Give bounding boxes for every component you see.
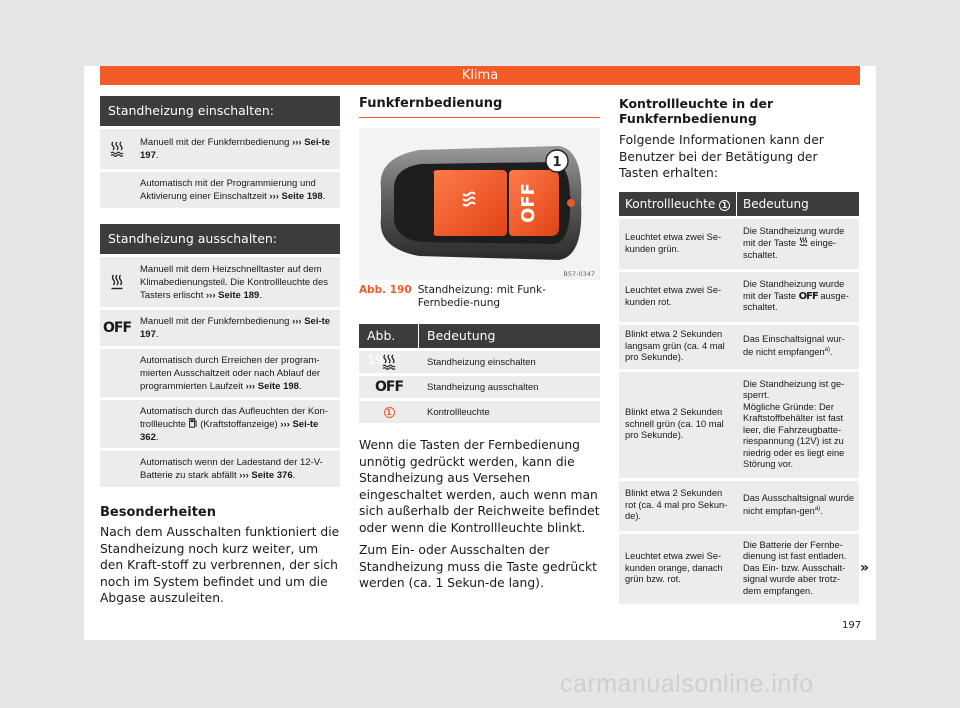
- row-text: Automatisch mit der Programmierung und Aktivierung einer Einschaltzeit ››› Seite 198.: [140, 178, 326, 202]
- remote-control-illustration: [359, 128, 600, 280]
- heater-icon: [359, 354, 419, 370]
- continue-mark: »: [860, 560, 870, 576]
- section-heading: Kontrollleuchte in der Funkfernbedienung: [619, 96, 774, 126]
- table-row: OFF Standheizung ausschalten: [359, 376, 600, 398]
- remote-legend-table: [359, 324, 600, 423]
- off-icon: OFF: [374, 379, 404, 395]
- table-row: [100, 172, 340, 208]
- off-icon: OFF: [798, 290, 818, 302]
- figure-label: Abb. 190: [359, 284, 412, 296]
- watermark: carmanualsonline.info: [560, 670, 814, 698]
- page-ref-link[interactable]: ››› Seite 189: [206, 289, 260, 301]
- table-header: Kontrollleuchte 1 Bedeutung: [619, 192, 859, 216]
- fuel-icon: [189, 419, 198, 430]
- intro-text: Folgende Informationen kann der Benutzer bei der Betätigung der Tasten erhalten:: [619, 133, 824, 180]
- row-text: Automatisch wenn der Ladestand der 12-V-Batterie zu stark abfällt ››› Seite 376.: [140, 457, 323, 481]
- row-text: Automatisch durch Erreichen der program-mierten Ausschaltzeit oder nach Ablauf der programmierten Laufzeit ››› Seite 198.: [140, 354, 321, 392]
- table-row: Leuchtet etwa zwei Se-kunden rot. Die Standheizung wurde mit der Taste OFF ausge-schaltet.: [619, 272, 859, 322]
- page-ref-link[interactable]: ››› Sei-te 197: [140, 316, 331, 340]
- footnote-ref: a): [824, 347, 831, 354]
- middle-column: [359, 96, 600, 592]
- body-paragraph: Zum Ein- oder Ausschalten der Standheizung muss die Taste gedrückt werden (ca. 1 Sekun-de lang).: [359, 543, 597, 590]
- heater-icon: [799, 238, 808, 248]
- off-button-label: OFF: [518, 183, 539, 223]
- section-heading: Funkfernbedienung: [359, 96, 600, 118]
- table-row: Blinkt etwa 2 Sekunden langsam grün (ca. 4 mal pro Sekunde). Das Einschaltsignal wur-de nicht empfangen$^{a)}$.: [619, 325, 859, 369]
- callout-1-icon: 1: [359, 407, 419, 418]
- table-row: Leuchtet etwa zwei Se-kunden orange, danach grün bzw. rot. Die Batterie der Fernbe-dienung ist fast entladen. Das Ein- bzw. Ausschalt-signal wurde aber trotz-dem empfangen.: [619, 534, 859, 604]
- table-row: [100, 349, 340, 397]
- row-text: Automatisch durch das Aufleuchten der Kon-trollleuchte (Kraftstoffanzeige) ››› Sei-te 362.: [140, 405, 329, 443]
- table-heading-off: Standheizung ausschalten:: [100, 224, 340, 254]
- footnote-ref: a): [814, 506, 821, 513]
- notes-text: Nach dem Ausschalten funktioniert die Standheizung noch kurz weiter, um den Kraft-stoff zu verbrennen, der sich noch im System befindet und um die Abgase auszuleiten.: [100, 525, 340, 605]
- table-row: [100, 129, 340, 169]
- heater-button-icon: [100, 274, 134, 290]
- table-row: Blinkt etwa 2 Sekunden schnell grün (ca. 10 mal pro Sekunde). Die Standheizung ist ge-sperrt. Mögliche Gründe: Der Kraftstoffbehälter ist fast leer, die Fahrzeugbatte-riespannung (12V) ist zu niedrig oder es liegt eine Störung vor.: [619, 372, 859, 478]
- callout-number: 1: [552, 155, 562, 170]
- table-row: [100, 451, 340, 487]
- body-paragraph: Wenn die Tasten der Fernbedienung unnötig gedrückt werden, kann die Standheizung aus Versehen eingeschaltet werden, auch wenn man sich außerhalb der Reichweite befindet oder wenn die Kontrollleuchte blinkt.: [359, 438, 600, 535]
- right-column: [619, 96, 859, 604]
- table-row: [100, 400, 340, 448]
- row-text: Manuell mit dem Heizschnelltaster auf dem Klimabedienungsteil. Die Kontrollleuchte des Tasters erlischt ››› Seite 189.: [140, 263, 329, 301]
- heater-icon: [100, 141, 134, 157]
- notes-heading: Besonderheiten: [100, 505, 216, 520]
- table-heading-on: Standheizung einschalten:: [100, 96, 340, 126]
- page-number: 197: [842, 620, 862, 631]
- indicator-table: [619, 192, 859, 604]
- chapter-header: Klima: [100, 66, 860, 85]
- table-row: [100, 310, 340, 346]
- table-row: Standheizung einschalten: [359, 351, 600, 373]
- figure-caption: [359, 284, 600, 310]
- table-row: Blinkt etwa 2 Sekunden rot (ca. 4 mal pro Sekun-de). Das Ausschaltsignal wurde nicht empfan-gen$^{a)}$.: [619, 481, 859, 531]
- page-ref-link[interactable]: ››› Seite 376: [239, 470, 293, 481]
- remote-control-figure: [359, 128, 600, 280]
- row-text: Manuell mit der Funkfernbedienung ››› Sei-te 197.: [140, 316, 331, 340]
- off-icon: OFF: [102, 320, 132, 336]
- page-ref-link[interactable]: ››› Sei-te 362: [140, 418, 319, 443]
- figure-caption-text: Standheizung: mit Funk-Fernbedie-nung: [417, 284, 546, 309]
- page-ref-link[interactable]: ››› Seite 198: [245, 380, 299, 392]
- page-ref-link[interactable]: ››› Sei-te 197: [140, 137, 331, 161]
- indicator-light: [567, 199, 575, 207]
- table-row: 1 Kontrollleuchte: [359, 401, 600, 423]
- figure-code: B57-0347: [563, 270, 595, 278]
- page-ref-link[interactable]: ››› Seite 198: [269, 191, 323, 202]
- table-row: [100, 257, 340, 307]
- row-text: Manuell mit der Funkfernbedienung ››› Sei-te 197.: [140, 137, 331, 161]
- left-column: [100, 96, 340, 607]
- table-row: Leuchtet etwa zwei Se-kunden grün. Die Standheizung wurde mit der Taste einge-schaltet.: [619, 219, 859, 269]
- table-header: Abb. 190 Bedeutung: [359, 324, 600, 348]
